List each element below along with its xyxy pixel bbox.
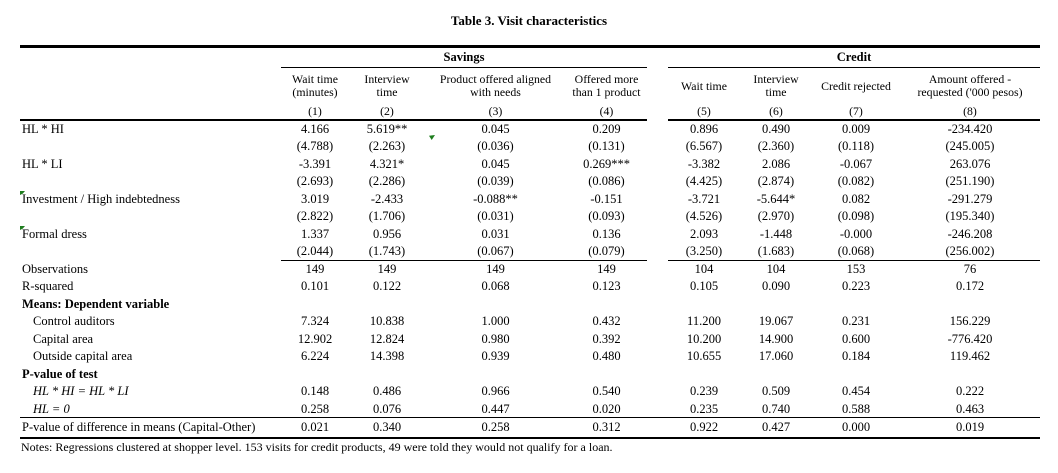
value-cell: 1.000: [481, 314, 510, 329]
column-header-content: [812, 68, 900, 119]
value-cell: (245.005): [945, 139, 995, 154]
column-number: (4): [599, 104, 614, 118]
value-cell: [900, 295, 1040, 313]
table-row: [20, 190, 1040, 208]
column-header-3: [425, 68, 566, 121]
value-cell: (2.044): [281, 243, 349, 261]
table-row: [20, 120, 1040, 138]
group-header-credit: Credit: [668, 47, 1040, 68]
column-header-1: [281, 68, 349, 121]
value-cell: (0.031): [477, 209, 514, 224]
value-cell: 104: [694, 262, 714, 276]
value-cell: (251.190): [945, 174, 995, 189]
value-cell: -0.067: [839, 156, 873, 171]
value-cell: 14.398: [369, 349, 405, 364]
value-cell: 0.123: [592, 279, 621, 294]
value-cell: 0.490: [761, 122, 791, 137]
row-label: [20, 208, 281, 226]
table-title: Table 3. Visit characteristics: [450, 13, 608, 28]
value-cell: -5.644*: [756, 191, 796, 206]
value-cell: 0.269***: [583, 156, 630, 171]
row-label-text: HL * HI: [22, 122, 64, 137]
value-cell: (0.086): [588, 174, 625, 189]
column-header-line: Offered more: [574, 72, 639, 86]
column-header-content: [900, 68, 1040, 119]
column-header-8: [900, 68, 1040, 121]
group-gap: [647, 120, 668, 138]
value-cell: 0.045: [481, 122, 510, 137]
value-cell: 12.902: [297, 331, 333, 346]
column-header-line: Interview: [753, 72, 799, 86]
value-cell: (0.067): [425, 243, 566, 261]
value-cell: 0.392: [592, 331, 621, 346]
column-header-line: time: [376, 85, 398, 99]
column-header-label: [566, 68, 647, 104]
value-cell: 0.222: [955, 384, 985, 399]
value-cell: [668, 295, 740, 313]
value-cell: 0.136: [592, 226, 621, 241]
column-header-2: [349, 68, 425, 121]
value-cell: 263.076: [949, 156, 991, 171]
value-cell: -291.279: [947, 191, 993, 206]
value-cell: 0.540: [592, 384, 621, 399]
value-cell: 153: [846, 262, 866, 276]
value-cell: (0.079): [566, 243, 647, 261]
value-cell: 0.184: [841, 349, 871, 364]
group-gap: [647, 400, 668, 418]
row-label-text: HL * HI = HL * LI: [33, 384, 129, 399]
value-cell: (4.425): [685, 174, 723, 189]
column-header-content: [566, 68, 647, 119]
visit-characteristics-table: [20, 45, 1040, 439]
value-cell: (0.082): [837, 174, 875, 189]
row-label-text: Outside capital area: [33, 349, 133, 364]
row-label-text: Means: Dependent variable: [22, 296, 170, 311]
column-header-label: [812, 68, 900, 104]
value-cell: (0.039): [477, 174, 514, 189]
row-label: [20, 348, 281, 366]
group-gap: [647, 365, 668, 383]
group-gap: [647, 138, 668, 156]
value-cell: 156.229: [949, 314, 991, 329]
value-cell: 1.337: [300, 226, 330, 241]
value-cell: 0.956: [372, 226, 402, 241]
value-cell: [566, 295, 647, 313]
value-cell: -0.151: [590, 191, 623, 206]
value-cell: 149: [597, 262, 616, 276]
row-label-text: P-value of test: [22, 366, 98, 381]
value-cell: 0.312: [566, 418, 647, 438]
table-row: [20, 383, 1040, 401]
row-label-text: Capital area: [33, 331, 94, 346]
column-header-7: [812, 68, 900, 121]
value-cell: 149: [377, 262, 397, 276]
row-label: [20, 383, 281, 401]
value-cell: 0.427: [740, 418, 812, 438]
value-cell: (2.693): [296, 174, 334, 189]
value-cell: (6.567): [685, 139, 723, 154]
column-number: (8): [963, 104, 977, 118]
row-label: [20, 260, 281, 278]
group-gap: [647, 173, 668, 191]
group-gap: [647, 313, 668, 331]
value-cell: 76: [963, 262, 977, 276]
value-cell: (2.286): [368, 174, 406, 189]
value-cell: 0.231: [841, 314, 871, 329]
group-gap: [647, 47, 668, 68]
group-gap: [647, 155, 668, 173]
row-label: [20, 400, 281, 418]
row-label: [20, 225, 281, 243]
value-cell: 119.462: [949, 349, 991, 364]
table-row: [20, 155, 1040, 173]
row-label: [20, 155, 281, 173]
group-gap: [647, 418, 668, 438]
value-cell: 0.076: [372, 401, 402, 416]
column-header-6: [740, 68, 812, 121]
column-header-line: Wait time: [292, 72, 338, 86]
value-cell: [349, 295, 425, 313]
value-cell: (2.822): [296, 209, 334, 224]
group-gap: [647, 208, 668, 226]
row-label: [20, 120, 281, 138]
row-label: [20, 243, 281, 261]
value-cell: 0.486: [372, 384, 402, 399]
value-cell: 0.122: [372, 279, 402, 294]
column-number: (1): [308, 104, 322, 118]
column-header-line: Wait time: [681, 78, 727, 93]
value-cell: (0.036): [477, 139, 514, 154]
value-cell: 17.060: [758, 349, 794, 364]
column-header-label: [668, 68, 740, 104]
value-cell: (0.068): [812, 243, 900, 261]
value-cell: 0.223: [841, 279, 871, 294]
value-cell: 0.509: [761, 384, 791, 399]
value-cell: [900, 365, 1040, 383]
group-gap: [647, 278, 668, 296]
column-header-content: [281, 68, 349, 119]
value-cell: 149: [486, 262, 505, 276]
column-header-line: Credit rejected: [821, 78, 891, 93]
column-header-label: [425, 68, 566, 104]
column-header-content: [349, 68, 425, 119]
value-cell: 14.900: [758, 331, 794, 346]
table-row: [20, 173, 1040, 191]
value-cell: 5.619**: [366, 122, 408, 137]
table-row: [20, 260, 1040, 278]
value-cell: 4.321*: [369, 156, 405, 171]
row-label-text: HL * LI: [22, 156, 63, 171]
column-header-content: [740, 68, 812, 119]
row-label-text: Observations: [22, 261, 88, 276]
column-number: (7): [849, 104, 863, 118]
column-header-content: [425, 68, 566, 119]
value-cell: 3.019: [300, 191, 330, 206]
value-cell: 10.838: [369, 314, 405, 329]
row-label-text: Investment / High indebtedness: [22, 191, 180, 206]
value-cell: 2.093: [689, 226, 719, 241]
value-cell: (2.360): [757, 139, 795, 154]
value-cell: (1.743): [349, 243, 425, 261]
group-gap: [647, 383, 668, 401]
group-spacer-label: [20, 47, 281, 68]
value-cell: [425, 295, 566, 313]
group-gap: [647, 260, 668, 278]
value-cell: 0.068: [481, 279, 510, 294]
value-cell: (1.706): [368, 209, 406, 224]
value-cell: (0.093): [588, 209, 625, 224]
value-cell: 0.432: [592, 314, 621, 329]
table-row: [20, 330, 1040, 348]
column-header-line: with needs: [470, 85, 521, 99]
table-row: [20, 243, 1040, 261]
value-cell: (4.526): [685, 209, 723, 224]
table-notes: Notes: Regressions clustered at shopper level. 153 visits for credit products, 49 were told they would not qualify for a loan.: [21, 440, 613, 454]
value-cell: 0.454: [841, 384, 871, 399]
group-header-row: [20, 47, 1040, 68]
column-number: (6): [769, 104, 783, 118]
value-cell: 0.235: [689, 401, 719, 416]
value-cell: 0.939: [481, 349, 510, 364]
value-cell: -3.721: [687, 191, 721, 206]
value-cell: 0.148: [300, 384, 330, 399]
value-cell: 0.740: [761, 401, 791, 416]
row-label-text: HL = 0: [33, 401, 70, 416]
value-cell: (2.263): [368, 139, 406, 154]
value-cell: [349, 365, 425, 383]
value-cell: 0.090: [761, 279, 791, 294]
value-cell: 0.600: [841, 331, 871, 346]
group-gap: [647, 295, 668, 313]
value-cell: [812, 365, 900, 383]
table-row: [20, 418, 1040, 438]
value-cell: [740, 295, 812, 313]
value-cell: 7.324: [300, 314, 330, 329]
value-cell: 0.239: [689, 384, 719, 399]
group-gap: [647, 225, 668, 243]
group-gap: [647, 190, 668, 208]
value-cell: 0.966: [481, 384, 510, 399]
value-cell: 0.031: [481, 226, 510, 241]
value-cell: 0.480: [592, 349, 621, 364]
value-cell: 0.009: [841, 122, 871, 137]
value-cell: -2.433: [370, 191, 404, 206]
value-cell: 0.000: [812, 418, 900, 438]
row-label-text: Formal dress: [22, 226, 87, 241]
row-label-text: P-value of difference in means (Capital-Other): [22, 420, 256, 435]
value-cell: -0.088**: [473, 191, 518, 206]
column-header-line: Amount offered -: [928, 72, 1012, 86]
value-cell: (0.131): [588, 139, 625, 154]
row-label: [20, 418, 281, 438]
column-number: (3): [488, 104, 503, 118]
value-cell: 0.463: [955, 401, 985, 416]
value-cell: -776.420: [947, 331, 993, 346]
value-cell: -0.000: [839, 226, 873, 241]
value-cell: [281, 365, 349, 383]
value-cell: 2.086: [761, 156, 791, 171]
value-cell: -3.391: [298, 156, 332, 171]
table-row: [20, 295, 1040, 313]
value-cell: -3.382: [687, 156, 721, 171]
value-cell: (2.970): [757, 209, 795, 224]
value-cell: 0.082: [841, 191, 871, 206]
row-label: [20, 190, 281, 208]
row-label: [20, 313, 281, 331]
value-cell: (1.683): [740, 243, 812, 261]
column-number: (2): [380, 104, 394, 118]
table-row: [20, 348, 1040, 366]
value-cell: 0.021: [281, 418, 349, 438]
row-label: [20, 278, 281, 296]
value-cell: 0.896: [689, 122, 719, 137]
table-body: [20, 120, 1040, 438]
value-cell: 0.172: [955, 279, 985, 294]
value-cell: 0.447: [481, 401, 510, 416]
table-row: [20, 225, 1040, 243]
value-cell: [740, 365, 812, 383]
value-cell: 0.258: [300, 401, 330, 416]
value-cell: 0.105: [689, 279, 719, 294]
value-cell: -234.420: [947, 122, 993, 137]
value-cell: (0.118): [838, 139, 874, 154]
value-cell: (2.874): [757, 174, 795, 189]
column-header-line: Interview: [364, 72, 410, 86]
value-cell: [566, 365, 647, 383]
value-cell: (0.098): [837, 209, 875, 224]
column-header-label: [740, 68, 812, 104]
row-label: [20, 173, 281, 191]
value-cell: (195.340): [945, 209, 995, 224]
row-label-text: R-squared: [22, 279, 74, 294]
value-cell: (4.788): [296, 139, 334, 154]
column-header-label: [349, 68, 425, 104]
value-cell: -246.208: [947, 226, 993, 241]
value-cell: 0.045: [481, 156, 510, 171]
group-header-savings: Savings: [281, 47, 647, 68]
column-header-line: Product offered aligned: [439, 72, 552, 86]
column-header-line: requested ('000 pesos): [917, 85, 1023, 99]
value-cell: 10.200: [686, 331, 722, 346]
value-cell: [812, 295, 900, 313]
row-label-header: [20, 68, 281, 121]
row-label: [20, 330, 281, 348]
value-cell: 0.101: [300, 279, 330, 294]
value-cell: 0.209: [592, 122, 621, 137]
table-row: [20, 208, 1040, 226]
value-cell: [425, 365, 566, 383]
group-gap: [647, 330, 668, 348]
value-cell: 0.340: [349, 418, 425, 438]
column-header-line: time: [765, 85, 787, 99]
value-cell: 0.020: [592, 401, 621, 416]
value-cell: 11.200: [687, 314, 721, 329]
table-row: [20, 400, 1040, 418]
value-cell: 6.224: [300, 349, 330, 364]
group-gap: [647, 243, 668, 261]
value-cell: 104: [766, 262, 786, 276]
column-header-row: [20, 68, 1040, 121]
row-label: [20, 295, 281, 313]
value-cell: [281, 295, 349, 313]
value-cell: 19.067: [758, 314, 794, 329]
column-number: (5): [697, 104, 711, 118]
value-cell: [668, 365, 740, 383]
row-label: [20, 138, 281, 156]
row-label-text: Control auditors: [33, 314, 115, 329]
table-row: [20, 138, 1040, 156]
value-cell: 0.922: [668, 418, 740, 438]
value-cell: 149: [305, 262, 325, 276]
column-header-line: than 1 product: [572, 85, 641, 99]
column-header-label: [281, 68, 349, 104]
group-gap: [647, 68, 668, 121]
column-header-line: (minutes): [292, 85, 338, 99]
value-cell: 0.980: [481, 331, 510, 346]
value-cell: (256.002): [900, 243, 1040, 261]
group-gap: [647, 348, 668, 366]
column-header-5: [668, 68, 740, 121]
value-cell: 0.258: [425, 418, 566, 438]
value-cell: 12.824: [369, 331, 405, 346]
value-cell: 0.588: [841, 401, 871, 416]
table-row: [20, 278, 1040, 296]
column-header-label: [900, 68, 1040, 104]
table-row: [20, 313, 1040, 331]
value-cell: 4.166: [300, 122, 330, 137]
column-header-content: [668, 68, 740, 119]
row-label: [20, 365, 281, 383]
column-header-4: [566, 68, 647, 121]
table-row: [20, 365, 1040, 383]
value-cell: -1.448: [759, 226, 793, 241]
value-cell: 0.019: [900, 418, 1040, 438]
value-cell: 10.655: [686, 349, 722, 364]
value-cell: (3.250): [668, 243, 740, 261]
